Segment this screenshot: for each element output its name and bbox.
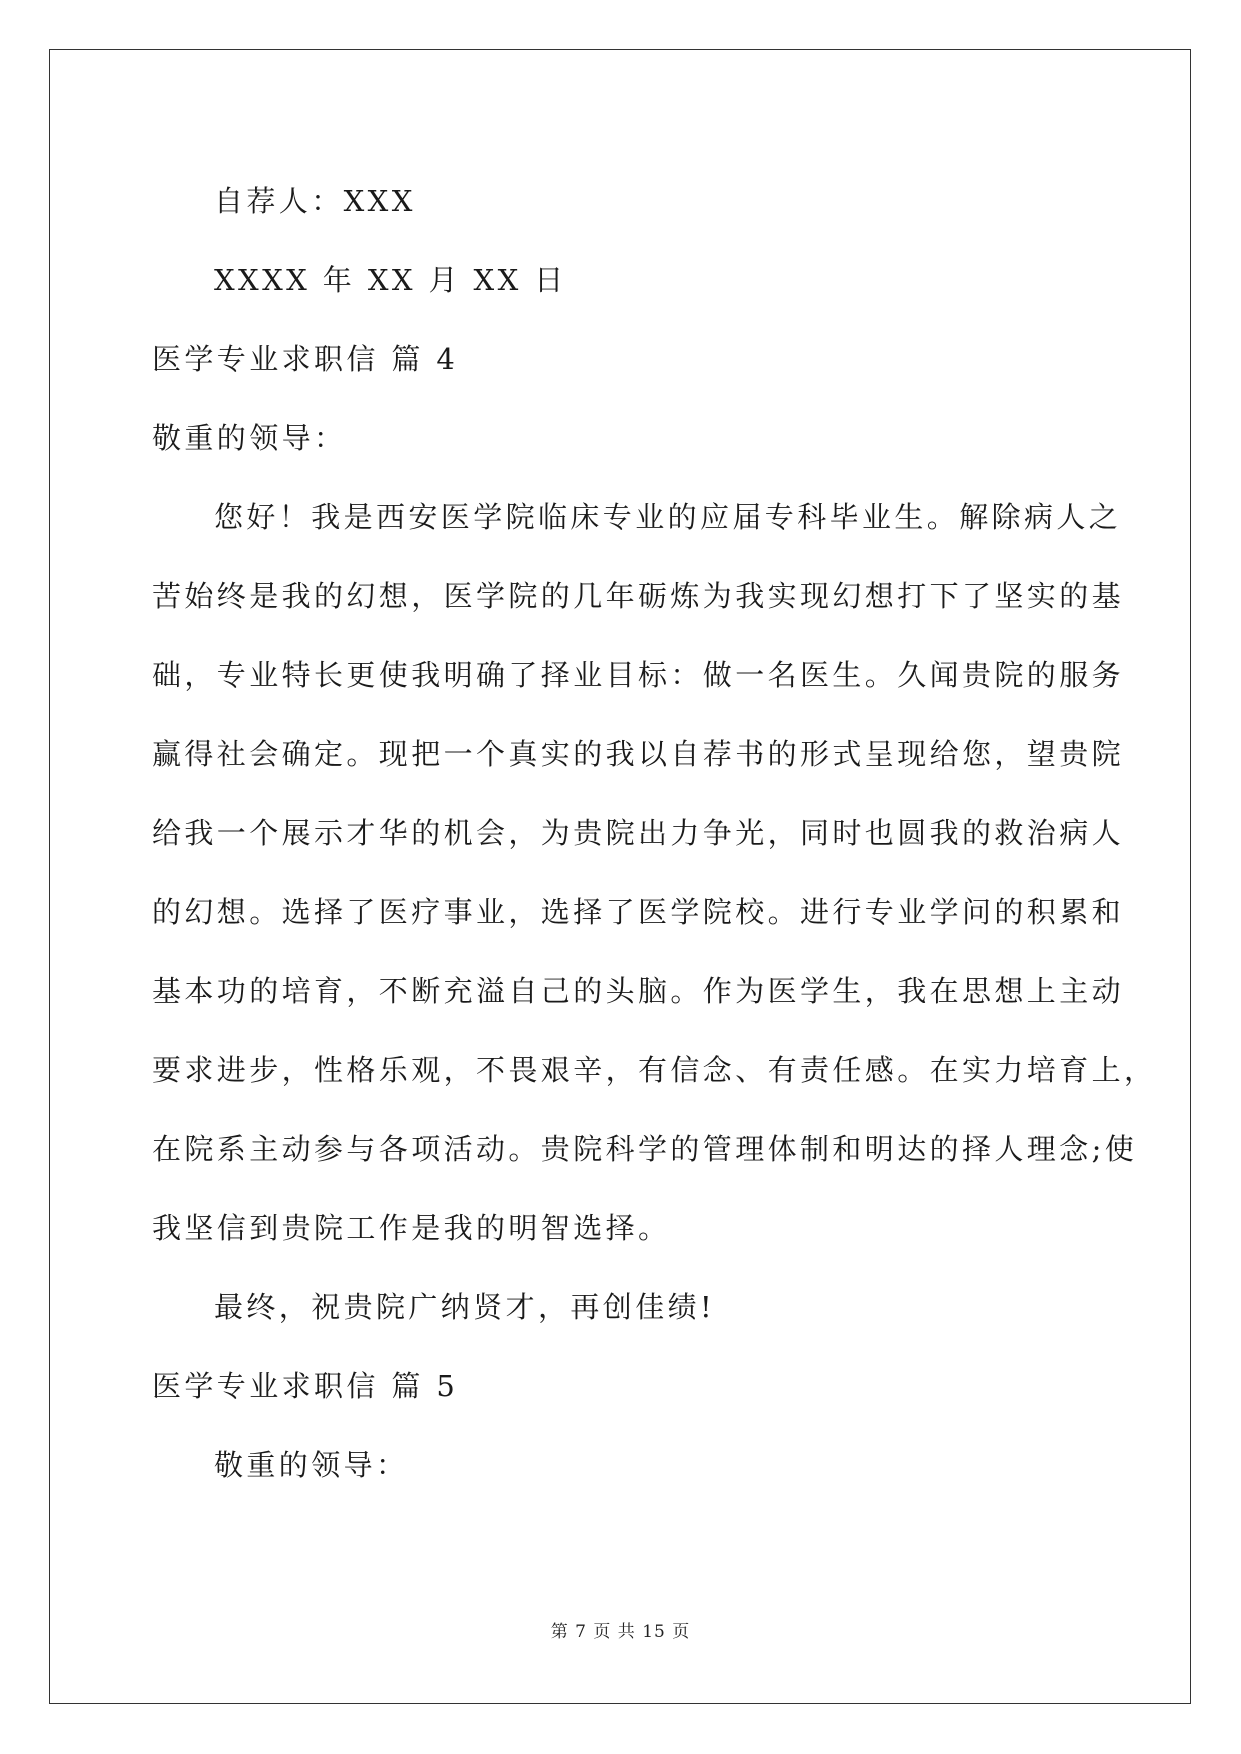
body-line: 赢得社会确定。现把一个真实的我以自荐书的形式呈现给您，望贵院 <box>152 737 1125 771</box>
body-line: 在院系主动参与各项活动。贵院科学的管理体制和明达的择人理念;使 <box>152 1132 1138 1166</box>
body-line: 的幻想。选择了医疗事业，选择了医学院校。进行专业学问的积累和 <box>152 895 1125 929</box>
salutation-5: 敬重的领导： <box>214 1448 409 1482</box>
body-line: 础，专业特长更使我明确了择业目标：做一名医生。久闻贵院的服务 <box>152 658 1125 692</box>
section-heading-5: 医学专业求职信 篇 5 <box>152 1369 459 1403</box>
body-line: 我坚信到贵院工作是我的明智选择。 <box>152 1211 671 1245</box>
page-footer: 第 7 页 共 15 页 <box>550 1622 691 1642</box>
document-content <box>152 162 1157 1505</box>
body-line: 您好！我是西安医学院临床专业的应届专科毕业生。解除病人之 <box>214 500 1122 534</box>
closing-line-4: 最终，祝贵院广纳贤才，再创佳绩! <box>214 1290 716 1324</box>
body-paragraph-4 <box>152 478 1157 1268</box>
body-line: 基本功的培育，不断充溢自己的头脑。作为医学生，我在思想上主动 <box>152 974 1125 1008</box>
signature-line: 自荐人：XXX <box>214 184 416 218</box>
date-line: XXXX 年 XX 月 XX 日 <box>214 263 567 297</box>
body-line: 给我一个展示才华的机会，为贵院出力争光，同时也圆我的救治病人 <box>152 816 1125 850</box>
salutation-4: 敬重的领导： <box>152 421 347 455</box>
body-line: 苦始终是我的幻想，医学院的几年砺炼为我实现幻想打下了坚实的基 <box>152 579 1125 613</box>
body-line: 要求进步，性格乐观，不畏艰辛，有信念、有责任感。在实力培育上， <box>152 1053 1157 1087</box>
section-heading-4: 医学专业求职信 篇 4 <box>152 342 459 376</box>
